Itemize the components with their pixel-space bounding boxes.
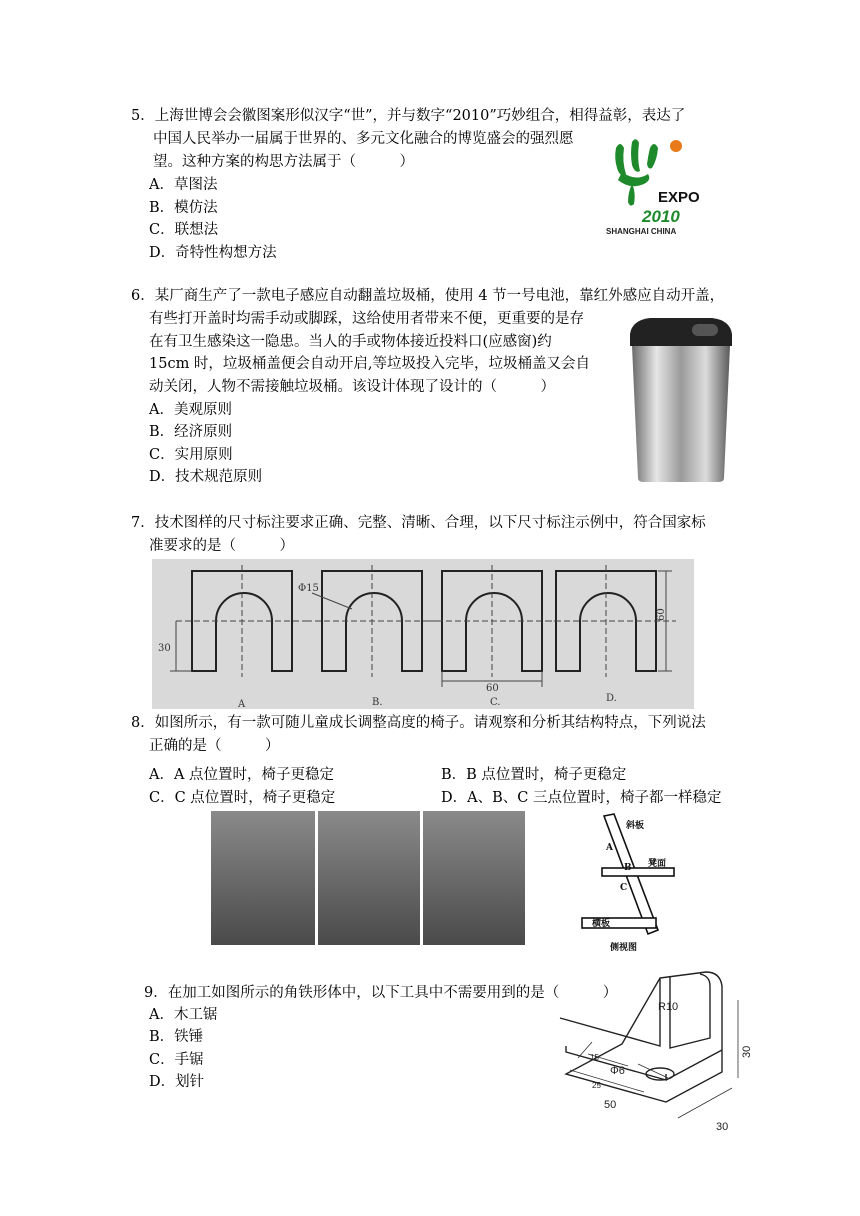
dim-phi6: Φ6 <box>610 1065 625 1077</box>
point-a: A <box>606 843 613 853</box>
q5-option-d: D．奇特性构想方法 <box>149 245 277 261</box>
q9-option-d: D．划针 <box>149 1074 205 1090</box>
dim-phi15: Φ15 <box>298 583 319 594</box>
trash-can-image <box>622 316 740 484</box>
q5-stem-line1: 5．上海世博会会徽图案形似汉字“世”，并与数字“2010”巧妙组合，相得益彰，表达了 <box>131 108 686 124</box>
q9-stem-line1: 9．在加工如图所示的角铁形体中，以下工具中不需要用到的是（ ） <box>144 985 618 1001</box>
label-d: D. <box>606 693 617 704</box>
label-side-view: 侧视图 <box>610 943 638 953</box>
logo-text-expo: EXPO <box>658 189 700 206</box>
trash-body <box>632 346 730 482</box>
q6-stem-line2: 有些打开盖时均需手动或脚踩，这给使用者带来不便，更重要的是存 <box>149 311 584 327</box>
logo-dot <box>670 140 682 152</box>
label-dengmian: 凳面 <box>648 859 667 869</box>
dim-60-side: 60 <box>656 608 667 621</box>
dim-30: 30 <box>158 643 171 654</box>
point-c: C <box>620 883 628 893</box>
logo-text-2010: 2010 <box>642 207 680 226</box>
q5-option-a: A．草图法 <box>149 177 218 193</box>
q9-option-a: A．木工锯 <box>149 1007 218 1023</box>
chair-photo-2 <box>318 811 420 945</box>
q8-stem-line2: 正确的是（ ） <box>149 738 280 754</box>
q9-option-c: C．手锯 <box>149 1052 204 1068</box>
q5-option-c: C．联想法 <box>149 222 219 238</box>
logo-text-shanghai: SHANGHAI CHINA <box>606 227 677 236</box>
q6-stem-line3: 在有卫生感染这一隐患。当人的手或物体接近投料口(应感窗)约 <box>149 334 552 350</box>
q6-stem-line1: 6．某厂商生产了一款电子感应自动翻盖垃圾桶，使用 4 节一号电池，靠红外感应自动开盖， <box>131 288 725 304</box>
label-c: C. <box>490 697 501 708</box>
q8-stem-line1: 8．如图所示，有一款可随儿童成长调整高度的椅子。请观察和分析其结构特点，下列说法 <box>131 715 706 731</box>
dim-25: 25 <box>592 1081 601 1090</box>
dim-50: 50 <box>604 1099 617 1111</box>
q6-option-d: D．技术规范原则 <box>149 469 263 485</box>
q5-stem-line2: 中国人民举办一届属于世界的、多元文化融合的博览盛会的强烈愿 <box>153 131 574 147</box>
q8-option-c: C．C 点位置时，椅子更稳定 <box>149 790 336 806</box>
angle-iron-figure <box>548 970 756 1140</box>
chair-photo-1 <box>211 811 315 945</box>
q7-stem-line1: 7．技术图样的尺寸标注要求正确、完整、清晰、合理，以下尺寸标注示例中，符合国家标 <box>131 515 706 531</box>
label-xieban: 斜板 <box>626 821 645 831</box>
dim-30-side: 30 <box>716 1121 729 1133</box>
dim-30-right: 30 <box>741 1045 753 1058</box>
label-hengban: 横板 <box>592 919 611 929</box>
q6-option-b: B．经济原则 <box>149 424 233 440</box>
q8-option-a: A．A 点位置时，椅子更稳定 <box>149 767 335 783</box>
q8-option-b: B．B 点位置时，椅子更稳定 <box>441 767 627 783</box>
q6-stem-line4: 15cm 时，垃圾桶盖便会自动开启,等垃圾投入完毕，垃圾桶盖又会自 <box>149 356 591 372</box>
chair-side-view <box>570 812 690 954</box>
q8-option-d: D．A、B、C 三点位置时，椅子都一样稳定 <box>441 790 722 806</box>
q5-option-b: B．模仿法 <box>149 200 218 216</box>
q9-option-b: B．铁锤 <box>149 1029 204 1045</box>
label-a: A <box>238 699 246 709</box>
point-b: B <box>624 863 632 873</box>
dim-r10: R10 <box>658 1001 679 1013</box>
q6-option-c: C．实用原则 <box>149 447 233 463</box>
angle-iron-body <box>566 972 722 1102</box>
q5-stem-line3: 望。这种方案的构思方法属于（ ） <box>153 154 414 170</box>
sensor-window <box>692 324 718 336</box>
label-b: B. <box>372 697 383 708</box>
q7-stem-line2: 准要求的是（ ） <box>149 538 294 554</box>
seat-board <box>602 868 674 876</box>
chair-photo-3 <box>423 811 525 945</box>
q6-stem-line5: 动关闭，人物不需接触垃圾桶。该设计体现了设计的（ ） <box>149 379 555 395</box>
dim-15: 15 <box>590 1053 599 1062</box>
expo-logo <box>606 130 718 238</box>
dim-60-bottom: 60 <box>486 683 499 694</box>
q6-option-a: A．美观原则 <box>149 402 232 418</box>
dimension-figure <box>152 559 694 709</box>
